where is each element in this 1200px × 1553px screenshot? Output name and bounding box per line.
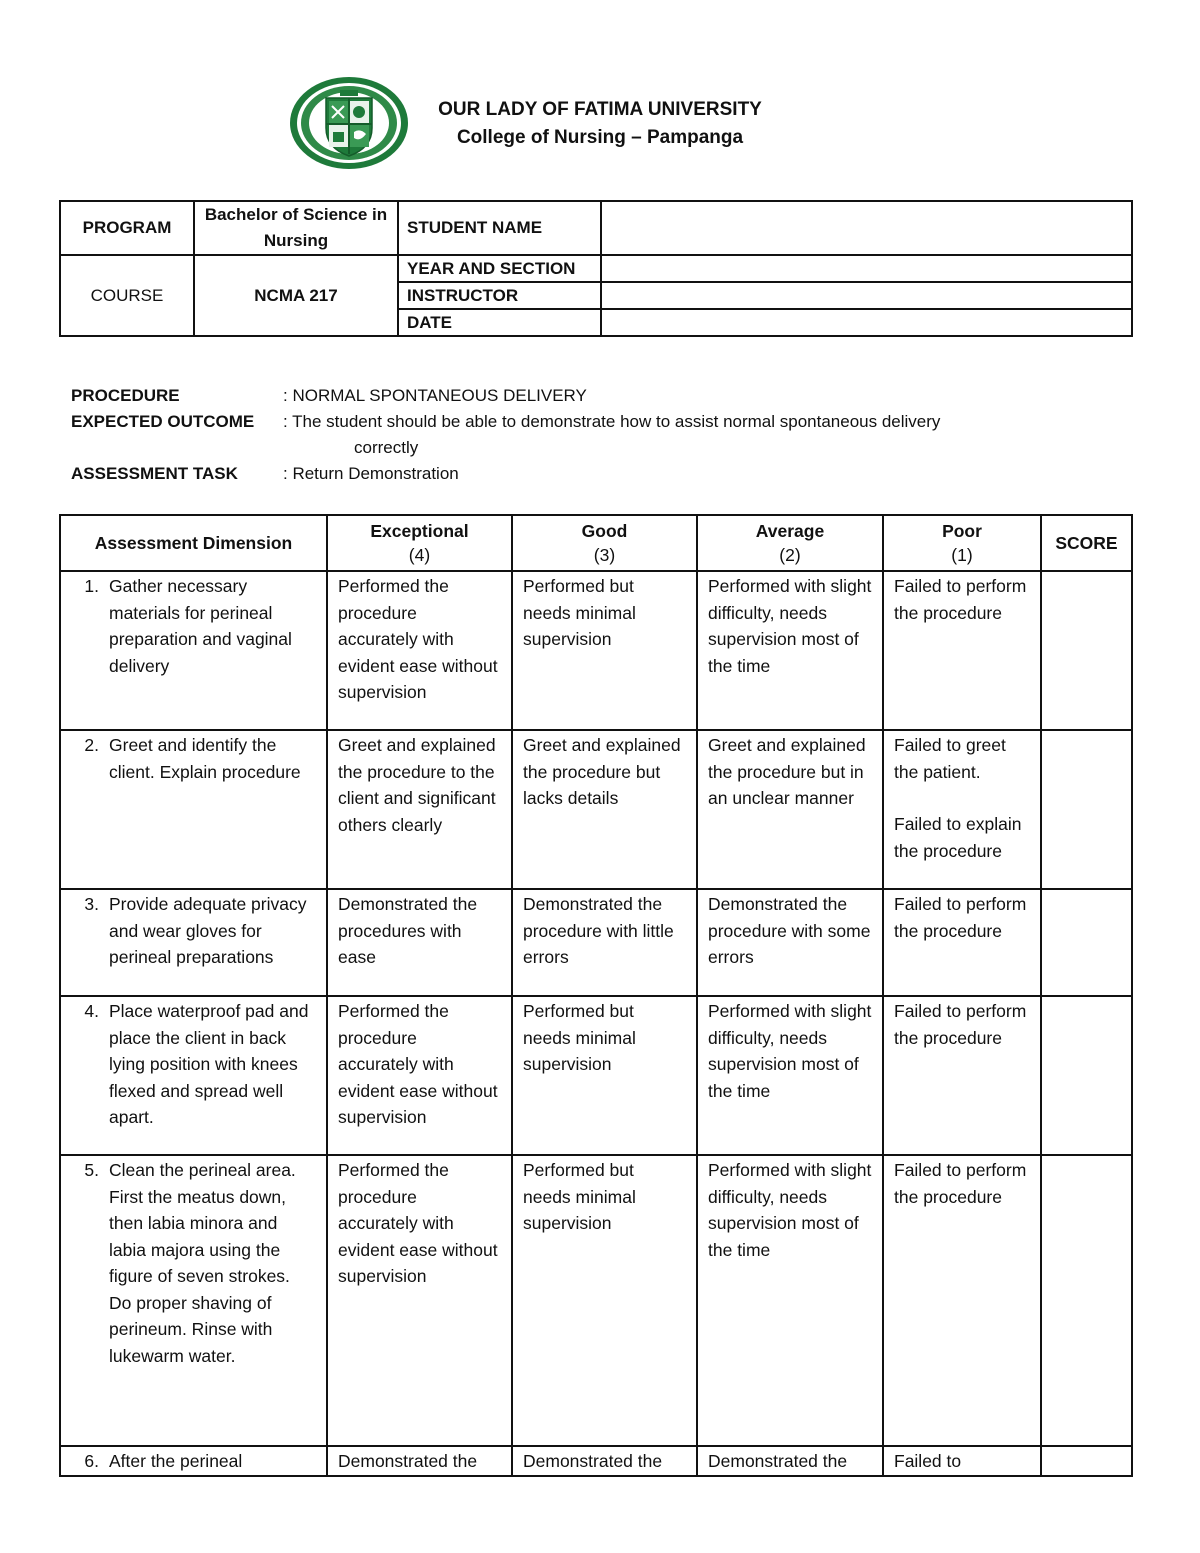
expected-outcome-value: : The student should be able to demonstrate how to assist normal spontaneous delivery xyxy=(283,412,941,431)
score-cell[interactable] xyxy=(1041,889,1132,996)
good-cell: Greet and explained the procedure but lacks details xyxy=(512,730,697,889)
procedure-label: PROCEDURE xyxy=(71,386,180,405)
program-label: PROGRAM xyxy=(60,201,194,255)
table-row: 2. Greet and identify the client. Explain procedure Greet and explained the procedure to the client and significant others clearly Greet and explained the procedure but lacks details Greet and explained the procedure but in an unclear manner Failed to greet the patient. Failed to explain the procedure xyxy=(60,730,1132,889)
table-row: 3. Provide adequate privacy and wear gloves for perineal preparations Demonstrated the procedures with ease Demonstrated the procedure with little errors Demonstrated the procedure with some errors Failed to perform the procedure xyxy=(60,889,1132,996)
score-cell[interactable] xyxy=(1041,1155,1132,1446)
year-section-field[interactable] xyxy=(601,255,1132,282)
dimension-text: Place waterproof pad and place the client in back lying position with knees flexed and spread well apart. xyxy=(109,1001,309,1127)
dimension-text: Provide adequate privacy and wear gloves for perineal preparations xyxy=(109,894,307,967)
dimension-text: Clean the perineal area. First the meatus down, then labia minora and labia majora using the figure of seven strokes. Do proper shaving of perineum. Rinse with lukewarm water. xyxy=(109,1160,296,1366)
student-name-label: STUDENT NAME xyxy=(398,201,601,255)
instructor-field[interactable] xyxy=(601,282,1132,309)
average-cell: Demonstrated the xyxy=(697,1446,883,1476)
exceptional-cell: Performed the procedure accurately with evident ease without supervision xyxy=(327,571,512,730)
date-label: DATE xyxy=(398,309,601,336)
student-info-table xyxy=(59,200,1133,337)
rubric-table xyxy=(59,514,1133,1477)
good-cell: Demonstrated the procedure with little errors xyxy=(512,889,697,996)
exceptional-cell: Performed the procedure accurately with evident ease without supervision xyxy=(327,996,512,1155)
exceptional-cell: Performed the procedure accurately with evident ease without supervision xyxy=(327,1155,512,1446)
instructor-label: INSTRUCTOR xyxy=(398,282,601,309)
good-cell: Performed but needs minimal supervision xyxy=(512,1155,697,1446)
average-cell: Demonstrated the procedure with some errors xyxy=(697,889,883,996)
program-value: Bachelor of Science in Nursing xyxy=(194,201,398,255)
assessment-task-value: : Return Demonstration xyxy=(283,464,459,483)
header-score: SCORE xyxy=(1041,515,1132,571)
date-field[interactable] xyxy=(601,309,1132,336)
header-assessment-dimension: Assessment Dimension xyxy=(60,515,327,571)
course-value: NCMA 217 xyxy=(194,255,398,336)
good-cell: Performed but needs minimal supervision xyxy=(512,996,697,1155)
rubric-header-row xyxy=(60,515,1132,571)
table-row: 1. Gather necessary materials for perineal preparation and vaginal delivery Performed the procedure accurately with evident ease without supervision Performed but needs minimal supervision Performed with slight difficulty, needs supervision most of the time Failed to perform the procedure xyxy=(60,571,1132,730)
poor-cell: Failed to perform the procedure xyxy=(883,571,1041,730)
header-average: Average (2) xyxy=(697,515,883,571)
score-cell[interactable] xyxy=(1041,730,1132,889)
table-row: 6. After the perineal Demonstrated the Demonstrated the Demonstrated the Failed to xyxy=(60,1446,1132,1476)
header-good: Good (3) xyxy=(512,515,697,571)
table-row: 5. Clean the perineal area. First the meatus down, then labia minora and labia majora using the figure of seven strokes. Do proper shaving of perineum. Rinse with lukewarm water. Performed the procedure accurately with evident ease without supervision Performed but needs minimal supervision Performed with slight difficulty, needs supervision most of the time Failed to perform the procedure xyxy=(60,1155,1132,1446)
student-name-field[interactable] xyxy=(601,201,1132,255)
university-seal-logo xyxy=(288,76,410,170)
procedure-details xyxy=(71,383,1131,487)
poor-cell: Failed to perform the procedure xyxy=(883,889,1041,996)
poor-cell: Failed to perform the procedure xyxy=(883,996,1041,1155)
average-cell: Greet and explained the procedure but in an unclear manner xyxy=(697,730,883,889)
expected-outcome-continuation: correctly xyxy=(354,438,419,457)
dimension-text: Gather necessary materials for perineal preparation and vaginal delivery xyxy=(109,576,292,676)
dimension-text: After the perineal xyxy=(109,1451,243,1471)
average-cell: Performed with slight difficulty, needs supervision most of the time xyxy=(697,571,883,730)
course-label: COURSE xyxy=(60,255,194,336)
assessment-task-label: ASSESSMENT TASK xyxy=(71,464,238,483)
expected-outcome-label: EXPECTED OUTCOME xyxy=(71,412,255,431)
exceptional-cell: Greet and explained the procedure to the client and significant others clearly xyxy=(327,730,512,889)
header-exceptional: Exceptional (4) xyxy=(327,515,512,571)
dimension-text: Greet and identify the client. Explain procedure xyxy=(109,735,301,782)
poor-cell: Failed to greet the patient. Failed to explain the procedure xyxy=(883,730,1041,889)
year-section-label: YEAR AND SECTION xyxy=(398,255,601,282)
exceptional-cell: Demonstrated the procedures with ease xyxy=(327,889,512,996)
good-cell: Demonstrated the xyxy=(512,1446,697,1476)
score-cell[interactable] xyxy=(1041,996,1132,1155)
score-cell[interactable] xyxy=(1041,1446,1132,1476)
university-name: OUR LADY OF FATIMA UNIVERSITY xyxy=(438,99,762,120)
poor-cell: Failed to xyxy=(883,1446,1041,1476)
average-cell: Performed with slight difficulty, needs supervision most of the time xyxy=(697,996,883,1155)
procedure-value: : NORMAL SPONTANEOUS DELIVERY xyxy=(283,386,587,405)
score-cell[interactable] xyxy=(1041,571,1132,730)
good-cell: Performed but needs minimal supervision xyxy=(512,571,697,730)
table-row: 4. Place waterproof pad and place the client in back lying position with knees flexed and spread well apart. Performed the procedure accurately with evident ease without supervision Performed but needs minimal supervision Performed with slight difficulty, needs supervision most of the time Failed to perform the procedure xyxy=(60,996,1132,1155)
college-name: College of Nursing – Pampanga xyxy=(456,127,744,148)
header-poor: Poor (1) xyxy=(883,515,1041,571)
exceptional-cell: Demonstrated the xyxy=(327,1446,512,1476)
poor-cell: Failed to perform the procedure xyxy=(883,1155,1041,1446)
average-cell: Performed with slight difficulty, needs supervision most of the time xyxy=(697,1155,883,1446)
